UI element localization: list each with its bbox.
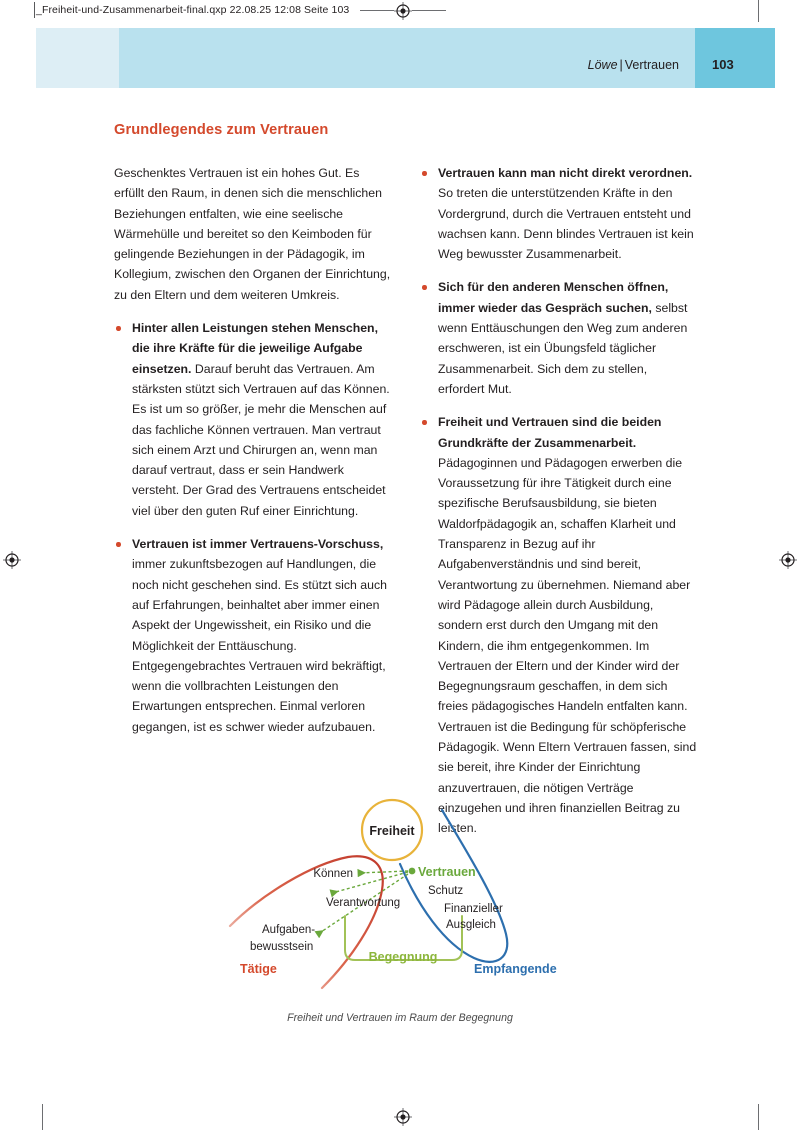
bullet-list-right — [420, 163, 697, 839]
bullet-lead: Freiheit und Vertrauen sind die beiden Grundkräfte der Zusammenarbeit. — [438, 415, 662, 450]
registration-mark-right — [779, 551, 797, 569]
figure-caption: Freiheit und Vertrauen im Raum der Begegnung — [287, 1012, 513, 1024]
label-aufgaben-line1: Aufgaben- — [262, 924, 316, 936]
slug-rule — [34, 2, 35, 18]
crop-mark-bottom-left — [42, 1104, 43, 1130]
label-koennen: Können — [313, 868, 353, 880]
list-item — [114, 318, 391, 521]
vertrauen-origin-dot — [409, 868, 416, 875]
label-verantwortung: Verantwortung — [326, 897, 401, 909]
bullet-lead: Hinter allen Leistungen stehen Menschen, die ihre Kräfte für die jeweilige Aufgabe einsetzen. — [132, 321, 378, 376]
label-begegnung: Begegnung — [368, 950, 438, 964]
registration-rule-top-right — [412, 10, 446, 11]
band-segment-dark — [695, 28, 775, 88]
label-freiheit: Freiheit — [369, 824, 415, 838]
prepress-slug: _Freiheit-und-Zusammenarbeit-final.qxp 22.08.25 12:08 Seite 103 — [36, 4, 350, 16]
list-item — [114, 534, 391, 737]
label-vertrauen: Vertrauen — [418, 865, 476, 879]
running-head-band — [36, 28, 775, 88]
arrow-to-koennen — [359, 871, 408, 873]
registration-mark-bottom — [394, 1108, 412, 1126]
list-item — [420, 277, 697, 399]
bullet-body: Darauf beruht das Vertrauen. Am stärksten stützt sich Vertrauen auf das Können. Es ist um so größer, je mehr die Menschen auf das fachliche Können vertrauen. Man vertraut sich einem Arzt und Chirurgen an, wenn man darauf vertraut, dass er sein Handwerk versteht. Der Grad des Vertrauens entscheidet viel über den guten Ruf einer Einrichtung. — [132, 361, 390, 518]
running-head-separator: | — [619, 58, 623, 72]
bullet-body: immer zukunftsbezogen auf Handlungen, die noch nicht geschehen sind. Es stützt sich auch auf Erfahrungen, beinhaltet aber immer einen Aspekt der Ungewissheit, ein Risiko und die Möglichkeit der Enttäuschung. Entgegengebrachtes Vertrauen wird bekräftigt, wenn die vollbrachten Leistungen den Erwartungen entsprechen. Einmal verloren gegangen, ist es schwer wieder aufzubauen. — [132, 557, 387, 734]
label-finanzieller: Finanzieller — [444, 903, 503, 915]
bullet-lead: Vertrauen ist immer Vertrauens-Vorschuss, — [132, 537, 384, 552]
crop-mark-top-right — [758, 0, 759, 22]
diagram-freiheit-vertrauen — [222, 798, 562, 998]
bullet-lead: Vertrauen kann man nicht direkt verordnen. — [438, 166, 693, 180]
bullet-body: selbst wenn Enttäuschungen den Weg zum anderen erschweren, ist ein Übungsfeld täglicher Zusammenarbeit. Sich dem zu stellen, erfordert Mut. — [438, 300, 688, 396]
registration-rule-top — [360, 10, 394, 11]
page-title: Grundlegendes zum Vertrauen — [114, 121, 329, 138]
bullet-body: Pädagoginnen und Pädagogen erwerben die Voraussetzung für ihre Tätigkeit durch eine spezifische Berufsausbildung, sie bieten Waldorfpädagogik an, schaffen Klarheit und Transparenz in Bezug auf ihr Aufgabenverständnis und sind bereit, Verantwortung zu übernehmen. Niemand aber wird Pädagoge allein durch Ausbildung, sondern erst durch den Umgang mit den Kindern, die ihm entgegenkommen. Im Vertrauen der Eltern und der Kinder wird der Begegnungsraum geschaffen, in dem sich freies pädagogisches Handeln entfalten kann. Vertrauen ist die Bedingung für schöpferische Pädagogik. Wenn Eltern Vertrauen fassen, sind sie bereit, ihre Kinder der Einrichtung anzuvertrauen, die nötigen Verträge einzugehen und ihren finanziellen Beitrag zu leisten. — [438, 455, 697, 836]
registration-mark-left — [3, 551, 21, 569]
bullet-lead: Sich für den anderen Menschen öffnen, immer wieder das Gespräch suchen, — [438, 280, 669, 315]
label-empfangende: Empfangende — [474, 962, 557, 976]
crop-mark-bottom-right — [758, 1104, 759, 1130]
label-taetige: Tätige — [240, 962, 277, 976]
bullet-body: So treten die unterstützenden Kräfte in den Vordergrund, durch die Vertrauen entsteht und wachsen kann. Denn blindes Vertrauen ist kein Weg bewusster Zusammenarbeit. — [438, 186, 694, 262]
list-item — [420, 412, 697, 838]
bullet-list-left — [114, 318, 391, 737]
intro-paragraph: Geschenktes Vertrauen ist ein hohes Gut. Es erfüllt den Raum, in denen sich die menschlichen Beziehungen entfalten, wie eine seelische Wärmehülle und bereitet so den Keimboden für gelingende Beziehungen in der Pädagogik, im Kollegium, zwischen den Organen der Einrichtung, zu den Eltern und dem weiteren Umkreis. — [114, 166, 391, 302]
label-ausgleich: Ausgleich — [446, 919, 496, 931]
list-item — [420, 163, 697, 264]
band-segment-pale — [36, 28, 119, 88]
page-number: 103 — [712, 57, 734, 72]
registration-mark-top — [394, 2, 412, 20]
label-aufgaben-line2: bewusstsein — [250, 941, 314, 953]
label-schutz: Schutz — [428, 885, 464, 897]
diagram-svg — [222, 798, 562, 998]
running-head-text — [588, 58, 679, 72]
text-column-left — [114, 163, 391, 737]
text-column-right — [420, 163, 697, 839]
running-head-author: Löwe — [587, 58, 618, 72]
running-head-section: Vertrauen — [624, 58, 679, 72]
